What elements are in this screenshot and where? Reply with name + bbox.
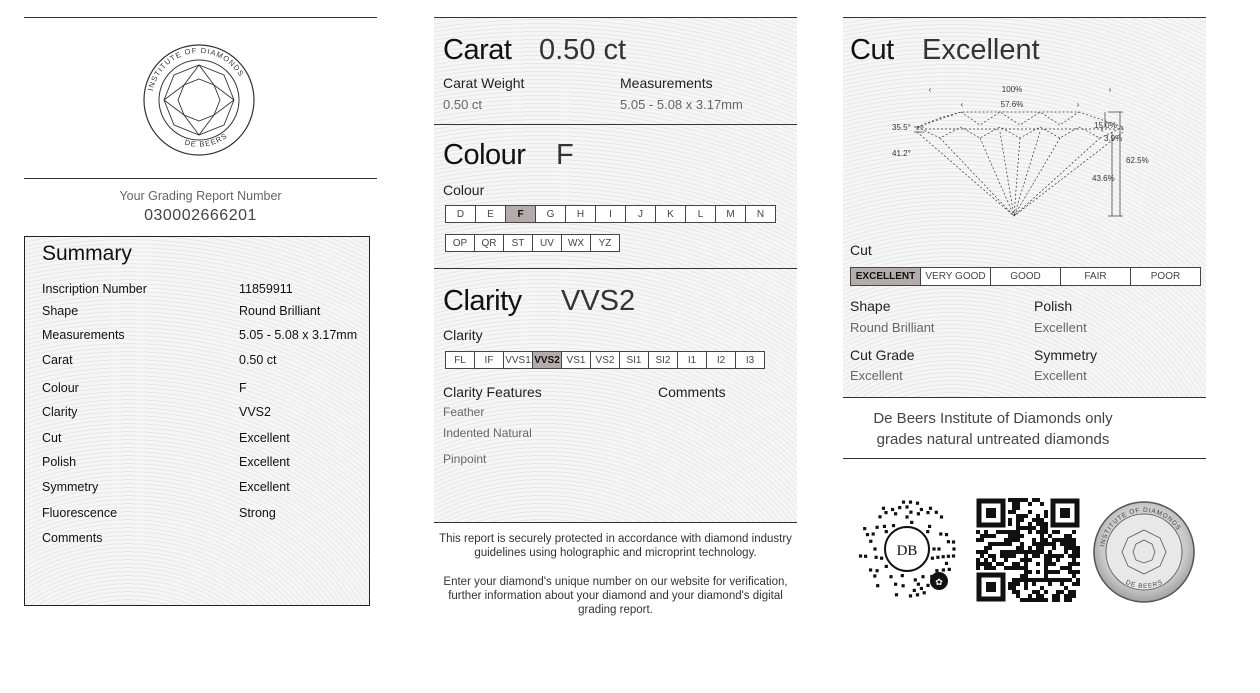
- pavilion-depth-label: 43.6%: [1092, 174, 1115, 183]
- colour-grade-cell: L: [685, 205, 716, 223]
- right-rule-2: [843, 458, 1206, 459]
- symmetry-label: Symmetry: [1034, 347, 1097, 363]
- proportions-diagram: [880, 80, 1160, 220]
- middle-rule-2: [434, 268, 797, 269]
- clarity-grade-cell: SI1: [619, 351, 649, 369]
- colour-value: F: [556, 139, 574, 171]
- colour-grade-cell: M: [715, 205, 746, 223]
- carat-weight-value: 0.50 ct: [443, 97, 483, 112]
- colour-grade-cell: UV: [532, 234, 562, 252]
- girdle-label: 3.9%: [1104, 134, 1123, 143]
- crown-angle-label: 35.5°: [892, 123, 911, 132]
- clarity-title: Clarity: [443, 285, 522, 317]
- polish-label: Polish: [1034, 298, 1073, 314]
- cut-grade-value: Excellent: [850, 368, 903, 383]
- cut-grade-cell: FAIR: [1060, 267, 1131, 286]
- hologram-seal: [1092, 500, 1196, 604]
- carat-weight-label: Carat Weight: [443, 75, 525, 91]
- middle-panel: [434, 17, 797, 522]
- report-number: 030002666201: [144, 207, 257, 224]
- clarity-features-label: Clarity Features: [443, 384, 542, 400]
- summary-row-label: Inscription Number: [42, 282, 147, 296]
- summary-row-value: Round Brilliant: [239, 304, 321, 318]
- right-rule-1: [843, 397, 1206, 398]
- colour-grade-cell: D: [445, 205, 476, 223]
- summary-row-label: Fluorescence: [42, 506, 118, 520]
- summary-row-label: Comments: [42, 531, 103, 545]
- clarity-grade-cell: VS1: [561, 351, 591, 369]
- cut-scale: [850, 267, 1200, 286]
- colour-grade-cell: WX: [561, 234, 591, 252]
- polish-value: Excellent: [1034, 320, 1087, 335]
- colour-grade-cell: QR: [474, 234, 504, 252]
- institute-seal: [138, 43, 260, 158]
- colour-grade-cell: G: [535, 205, 566, 223]
- right-top-rule: [843, 17, 1206, 18]
- clarity-feature-item: Pinpoint: [443, 452, 487, 466]
- svg-text:›: ›: [1076, 100, 1080, 109]
- colour-grade-cell: F: [505, 205, 536, 223]
- clarity-grade-cell: IF: [474, 351, 504, 369]
- clarity-grade-cell: I3: [735, 351, 765, 369]
- symmetry-value: Excellent: [1034, 368, 1087, 383]
- clarity-grade-cell: VS2: [590, 351, 620, 369]
- colour-title: Colour: [443, 139, 526, 171]
- total-width-label: 100%: [1001, 85, 1023, 94]
- cut-grade-cell: POOR: [1130, 267, 1201, 286]
- left-mid-rule: [24, 178, 377, 179]
- summary-box: [24, 236, 370, 606]
- summary-row-value: 5.05 - 5.08 x 3.17mm: [239, 328, 358, 342]
- notice-line-1: This report is securely protected in accordance with diamond industry: [439, 533, 792, 545]
- colour-scale-row1: [445, 205, 775, 223]
- summary-row-value: Excellent: [239, 431, 290, 445]
- summary-row-value: 11859911: [239, 282, 293, 296]
- clarity-grade-cell: I2: [706, 351, 736, 369]
- clarity-comments-label: Comments: [658, 384, 726, 400]
- svg-text:DE BEERS: [184, 131, 229, 149]
- svg-text:‹: ‹: [928, 85, 932, 94]
- hologram-top-text: INSTITUTE OF DIAMONDS: [1099, 506, 1183, 548]
- summary-row-label: Shape: [42, 304, 79, 318]
- seal-top-text: INSTITUTE OF DIAMONDS: [145, 45, 247, 92]
- middle-bottom-rule: [434, 522, 797, 523]
- clarity-scale-label: Clarity: [443, 327, 483, 343]
- total-depth-label: 62.5%: [1126, 156, 1149, 165]
- cut-grade-label: Cut Grade: [850, 347, 915, 363]
- hologram-bottom-text: DE BEERS: [1124, 578, 1165, 591]
- carat-title: Carat: [443, 34, 512, 66]
- summary-row-label: Colour: [42, 381, 79, 395]
- svg-text:›: ›: [1108, 85, 1112, 94]
- svg-text:‹: ‹: [960, 100, 964, 109]
- summary-row-label: Measurements: [42, 328, 125, 342]
- clarity-value: VVS2: [561, 285, 636, 317]
- summary-row-label: Carat: [42, 353, 73, 367]
- db-logo-text: DB: [896, 543, 918, 559]
- clarity-grade-cell: VVS2: [532, 351, 562, 369]
- cut-scale-label: Cut: [850, 242, 872, 258]
- colour-grade-cell: E: [475, 205, 506, 223]
- colour-grade-cell: J: [625, 205, 656, 223]
- shape-label: Shape: [850, 298, 891, 314]
- summary-row-value: Excellent: [239, 455, 290, 469]
- svg-text:✿: ✿: [935, 577, 943, 587]
- summary-row-value: VVS2: [239, 405, 271, 419]
- notice-line-2: guidelines using holographic and microprint technology.: [474, 547, 757, 559]
- clarity-feature-item: Indented Natural: [443, 426, 532, 440]
- notice-line-3: Enter your diamond's unique number on our website for verification,: [443, 576, 788, 588]
- measurements-value: 5.05 - 5.08 x 3.17mm: [620, 97, 743, 112]
- clarity-feature-item: Feather: [443, 405, 485, 419]
- colour-grade-cell: YZ: [590, 234, 620, 252]
- clarity-scale: [445, 351, 764, 369]
- left-top-rule: [24, 17, 377, 18]
- notice-line-4: further information about your diamond and your diamond's digital: [448, 590, 783, 602]
- colour-grade-cell: K: [655, 205, 686, 223]
- summary-title: Summary: [42, 242, 132, 265]
- report-number-label: Your Grading Report Number: [119, 189, 282, 203]
- colour-grade-cell: I: [595, 205, 626, 223]
- cut-value: Excellent: [922, 34, 1040, 66]
- qr-code[interactable]: [976, 498, 1080, 602]
- clarity-grade-cell: SI2: [648, 351, 678, 369]
- summary-row-value: F: [239, 381, 247, 395]
- seal-bottom-text: DE BEERS: [183, 130, 230, 149]
- notice-line-5: grading report.: [578, 604, 653, 616]
- summary-row-label: Symmetry: [42, 480, 99, 494]
- natural-note-line-2: grades natural untreated diamonds: [876, 431, 1110, 448]
- crown-height-label: 15.0%: [1094, 121, 1117, 130]
- clarity-grade-cell: I1: [677, 351, 707, 369]
- clarity-grade-cell: FL: [445, 351, 475, 369]
- summary-row-value: Excellent: [239, 480, 290, 494]
- cut-grade-cell: EXCELLENT: [850, 267, 921, 286]
- pavilion-angle-label: 41.2°: [892, 149, 911, 158]
- colour-grade-cell: H: [565, 205, 596, 223]
- measurements-label: Measurements: [620, 75, 713, 91]
- cut-title: Cut: [850, 34, 894, 66]
- colour-grade-cell: ST: [503, 234, 533, 252]
- summary-row-label: Cut: [42, 431, 62, 445]
- summary-row-label: Clarity: [42, 405, 78, 419]
- cut-grade-cell: GOOD: [990, 267, 1061, 286]
- colour-scale-row2: [445, 234, 619, 252]
- summary-row-value: 0.50 ct: [239, 353, 277, 367]
- natural-note-line-1: De Beers Institute of Diamonds only: [873, 410, 1113, 427]
- clarity-grade-cell: VVS1: [503, 351, 533, 369]
- shape-value: Round Brilliant: [850, 320, 935, 335]
- colour-grade-cell: OP: [445, 234, 475, 252]
- colour-grade-cell: N: [745, 205, 776, 223]
- cut-grade-cell: VERY GOOD: [920, 267, 991, 286]
- carat-value: 0.50 ct: [539, 34, 627, 66]
- table-percent-label: 57.6%: [1000, 100, 1024, 109]
- colour-scale-label: Colour: [443, 182, 485, 198]
- summary-row-value: Strong: [239, 506, 276, 520]
- summary-row-label: Polish: [42, 455, 77, 469]
- db-circular-code[interactable]: [853, 495, 961, 603]
- middle-top-rule: [434, 17, 797, 18]
- middle-rule-1: [434, 124, 797, 125]
